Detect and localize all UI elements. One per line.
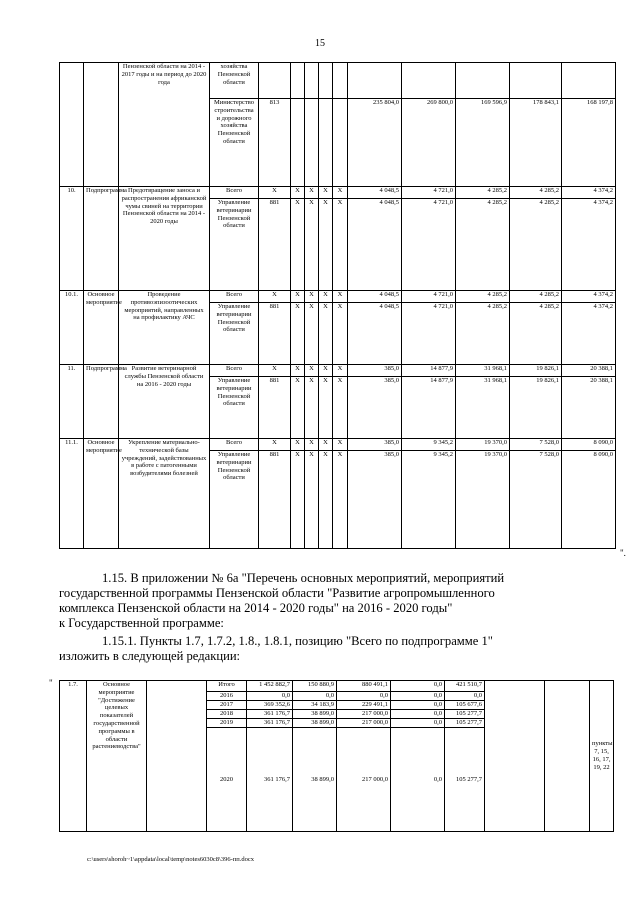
- grbs-code: X: [259, 291, 291, 303]
- opening-quote: ": [49, 678, 53, 688]
- code-4: X: [333, 439, 348, 451]
- municipal-cell: 0,0: [391, 719, 445, 728]
- regional-cell: 217 000,0: [337, 710, 391, 719]
- amount-2020: [562, 63, 616, 99]
- amount-2017: 14 877,9: [402, 365, 456, 377]
- table-row: [60, 439, 616, 451]
- grbs-code: X: [259, 187, 291, 199]
- item-kind: Подпрограмма: [84, 365, 119, 439]
- total-cell: 361 176,7: [247, 710, 293, 719]
- measure-number: 1.7.: [60, 681, 87, 832]
- code-3: X: [319, 187, 333, 199]
- amount-2018: 169 596,9: [456, 99, 510, 187]
- table-row: [60, 365, 616, 377]
- amount-2018: 31 968,1: [456, 365, 510, 377]
- amount-2018: 4 285,2: [456, 303, 510, 365]
- code-1: [291, 99, 305, 187]
- other-cell: 105 277,7: [445, 728, 485, 832]
- year-cell: Итого: [207, 681, 247, 692]
- item-kind: Подпрограмма: [84, 187, 119, 291]
- code-3: [319, 99, 333, 187]
- code-2: X: [305, 291, 319, 303]
- item-kind: Основное мероприятие: [84, 439, 119, 549]
- executor: Управление ветеринарии Пензенской области: [210, 451, 259, 549]
- executor: Всего: [210, 439, 259, 451]
- code-4: X: [333, 187, 348, 199]
- regional-cell: 229 491,1: [337, 701, 391, 710]
- code-1: X: [291, 291, 305, 303]
- code-2: [305, 99, 319, 187]
- grbs-code: 881: [259, 199, 291, 291]
- item-name: Предотвращение заноса и распространения африканской чумы свиней на территории Пензенской области на 2014 - 2020 годы: [119, 187, 210, 291]
- code-1: [291, 63, 305, 99]
- executor: хозяйства Пензенской области: [210, 63, 259, 99]
- amount-2016: 4 048,5: [348, 303, 402, 365]
- table-row: [60, 63, 616, 99]
- federal-cell: 34 183,9: [293, 701, 337, 710]
- code-3: X: [319, 199, 333, 291]
- code-2: X: [305, 377, 319, 439]
- code-2: X: [305, 199, 319, 291]
- regional-cell: 880 491,1: [337, 681, 391, 692]
- code-1: X: [291, 451, 305, 549]
- table-row: [60, 187, 616, 199]
- amount-2019: [510, 63, 562, 99]
- blank-cell: [545, 681, 590, 832]
- amount-2017: 9 345,2: [402, 439, 456, 451]
- municipal-cell: 0,0: [391, 728, 445, 832]
- amount-2019: 4 285,2: [510, 187, 562, 199]
- code-4: X: [333, 377, 348, 439]
- amount-2019: 7 528,0: [510, 439, 562, 451]
- amount-2019: 4 285,2: [510, 199, 562, 291]
- item-name: Развитие ветеринарной службы Пензенской области на 2016 - 2020 годы: [119, 365, 210, 439]
- executor: Управление ветеринарии Пензенской области: [210, 377, 259, 439]
- item-kind: Основное мероприятие: [84, 291, 119, 365]
- code-3: X: [319, 439, 333, 451]
- municipal-cell: 0,0: [391, 710, 445, 719]
- executor: Управление ветеринарии Пензенской области: [210, 199, 259, 291]
- amount-2018: 19 370,0: [456, 451, 510, 549]
- executor: Министерство строительства и дорожного хозяйства Пензенской области: [210, 99, 259, 187]
- year-cell: 2019: [207, 719, 247, 728]
- amount-2016: 4 048,5: [348, 291, 402, 303]
- amount-2017: 14 877,9: [402, 377, 456, 439]
- executor: Всего: [210, 291, 259, 303]
- table-row: [60, 291, 616, 303]
- amount-2016: 4 048,5: [348, 187, 402, 199]
- measure-table: [59, 680, 614, 832]
- municipal-cell: 0,0: [391, 692, 445, 701]
- closing-quote: ".: [620, 548, 626, 558]
- paragraph-2-line-1: 1.15.1. Пункты 1.7, 1.7.2, 1.8., 1.8.1, позицию "Всего по подпрограмме 1": [102, 634, 493, 648]
- code-4: X: [333, 365, 348, 377]
- item-name: Проведение противоэпизоотических мероприятий, направленных на профилактику АЧС: [119, 291, 210, 365]
- code-1: X: [291, 439, 305, 451]
- amount-2019: 4 285,2: [510, 303, 562, 365]
- executor: Всего: [210, 365, 259, 377]
- year-cell: 2020: [207, 728, 247, 832]
- paragraph-1-line-2: государственной программы Пензенской области "Развитие агропромышленного: [59, 586, 495, 600]
- code-2: X: [305, 365, 319, 377]
- code-1: X: [291, 187, 305, 199]
- code-1: X: [291, 199, 305, 291]
- page-number: 15: [315, 38, 325, 49]
- total-cell: 1 452 882,7: [247, 681, 293, 692]
- amount-2018: [456, 63, 510, 99]
- municipal-cell: 0,0: [391, 681, 445, 692]
- amount-2017: 4 721,0: [402, 303, 456, 365]
- code-2: X: [305, 439, 319, 451]
- item-name: Укрепление материально-технической базы учреждений, задействованных в работе с патогенными возбудителями болезней: [119, 439, 210, 549]
- amount-2017: 4 721,0: [402, 187, 456, 199]
- code-1: X: [291, 377, 305, 439]
- item-number: 11.1.: [60, 439, 84, 549]
- amount-2019: 178 843,1: [510, 99, 562, 187]
- grbs-code: X: [259, 365, 291, 377]
- program-table: [59, 62, 616, 549]
- code-3: X: [319, 291, 333, 303]
- municipal-cell: 0,0: [391, 701, 445, 710]
- amount-2019: 19 826,1: [510, 365, 562, 377]
- amount-2020: 8 090,0: [562, 439, 616, 451]
- item-number: 10.1.: [60, 291, 84, 365]
- amount-2019: 19 826,1: [510, 377, 562, 439]
- year-cell: 2018: [207, 710, 247, 719]
- other-cell: 105 277,7: [445, 710, 485, 719]
- grbs-code: 881: [259, 377, 291, 439]
- amount-2020: 4 374,2: [562, 187, 616, 199]
- total-cell: 361 176,7: [247, 719, 293, 728]
- item-number: 11.: [60, 365, 84, 439]
- amount-2017: 4 721,0: [402, 199, 456, 291]
- amount-2020: 168 197,8: [562, 99, 616, 187]
- amount-2018: 4 285,2: [456, 291, 510, 303]
- amount-2018: 19 370,0: [456, 439, 510, 451]
- amount-2016: 385,0: [348, 439, 402, 451]
- federal-cell: 38 899,0: [293, 728, 337, 832]
- other-cell: 105 677,6: [445, 701, 485, 710]
- paragraph-1-line-4: к Государственной программе:: [59, 616, 224, 630]
- regional-cell: 0,0: [337, 692, 391, 701]
- code-4: [333, 63, 348, 99]
- year-cell: 2017: [207, 701, 247, 710]
- item-name: Пензенской области на 2014 - 2017 годы и на период до 2020 года: [119, 63, 210, 187]
- refs-cell: пункты 7, 15, 16, 17, 19, 22: [590, 681, 614, 832]
- grbs-code: 813: [259, 99, 291, 187]
- code-4: X: [333, 303, 348, 365]
- amount-2017: 9 345,2: [402, 451, 456, 549]
- code-2: X: [305, 187, 319, 199]
- code-4: X: [333, 199, 348, 291]
- amount-2016: 235 804,0: [348, 99, 402, 187]
- code-4: X: [333, 291, 348, 303]
- total-cell: 369 352,6: [247, 701, 293, 710]
- amount-2020: 20 388,1: [562, 365, 616, 377]
- other-cell: 0,0: [445, 692, 485, 701]
- item-number: 10.: [60, 187, 84, 291]
- other-cell: 421 510,7: [445, 681, 485, 692]
- amount-2016: 4 048,5: [348, 199, 402, 291]
- grbs-code: X: [259, 439, 291, 451]
- regional-cell: 217 000,0: [337, 719, 391, 728]
- code-3: X: [319, 303, 333, 365]
- code-4: X: [333, 451, 348, 549]
- amount-2016: 385,0: [348, 365, 402, 377]
- code-4: [333, 99, 348, 187]
- amount-2020: 20 388,1: [562, 377, 616, 439]
- regional-cell: 217 000,0: [337, 728, 391, 832]
- code-1: X: [291, 303, 305, 365]
- amount-2018: 4 285,2: [456, 199, 510, 291]
- paragraph-1-line-1: 1.15. В приложении № 6а "Перечень основных мероприятий, мероприятий: [102, 571, 505, 585]
- paragraph-1-line-3: комплекса Пензенской области на 2014 - 2020 годы" на 2016 - 2020 годы": [59, 601, 453, 615]
- amount-2017: 269 800,0: [402, 99, 456, 187]
- item-kind: [84, 63, 119, 187]
- federal-cell: 150 880,9: [293, 681, 337, 692]
- amount-2020: 4 374,2: [562, 291, 616, 303]
- executor: Управление ветеринарии Пензенской области: [210, 303, 259, 365]
- amount-2017: 4 721,0: [402, 291, 456, 303]
- year-cell: 2016: [207, 692, 247, 701]
- paragraph-2-line-2: изложить в следующей редакции:: [59, 649, 241, 663]
- grbs-code: 881: [259, 303, 291, 365]
- amount-2020: 4 374,2: [562, 199, 616, 291]
- amount-2018: 4 285,2: [456, 187, 510, 199]
- other-cell: 105 277,7: [445, 719, 485, 728]
- federal-cell: 38 899,0: [293, 710, 337, 719]
- code-2: [305, 63, 319, 99]
- amount-2016: [348, 63, 402, 99]
- blank-cell: [485, 681, 545, 832]
- code-3: [319, 63, 333, 99]
- grbs-code: 881: [259, 451, 291, 549]
- total-cell: 0,0: [247, 692, 293, 701]
- code-3: X: [319, 451, 333, 549]
- program-table-body: [60, 63, 616, 549]
- amount-2018: 31 968,1: [456, 377, 510, 439]
- code-2: X: [305, 303, 319, 365]
- amount-2019: 7 528,0: [510, 451, 562, 549]
- grbs-code: [259, 63, 291, 99]
- code-1: X: [291, 365, 305, 377]
- file-path-footer: c:\users\shoroh~1\appdata\local\temp\notes6030c8\396-пп.docx: [87, 856, 254, 863]
- item-number: [60, 63, 84, 187]
- federal-cell: 0,0: [293, 692, 337, 701]
- code-3: X: [319, 365, 333, 377]
- code-2: X: [305, 451, 319, 549]
- amount-2016: 385,0: [348, 377, 402, 439]
- total-cell: 361 176,7: [247, 728, 293, 832]
- amount-2020: 8 090,0: [562, 451, 616, 549]
- amount-2020: 4 374,2: [562, 303, 616, 365]
- amount-2019: 4 285,2: [510, 291, 562, 303]
- measure-empty-cell: [147, 681, 207, 832]
- amount-2017: [402, 63, 456, 99]
- code-3: X: [319, 377, 333, 439]
- measure-name: Основное мероприятие "Достижение целевых показателей государственной программы в области растениеводства": [87, 681, 147, 832]
- federal-cell: 38 899,0: [293, 719, 337, 728]
- executor: Всего: [210, 187, 259, 199]
- amount-2016: 385,0: [348, 451, 402, 549]
